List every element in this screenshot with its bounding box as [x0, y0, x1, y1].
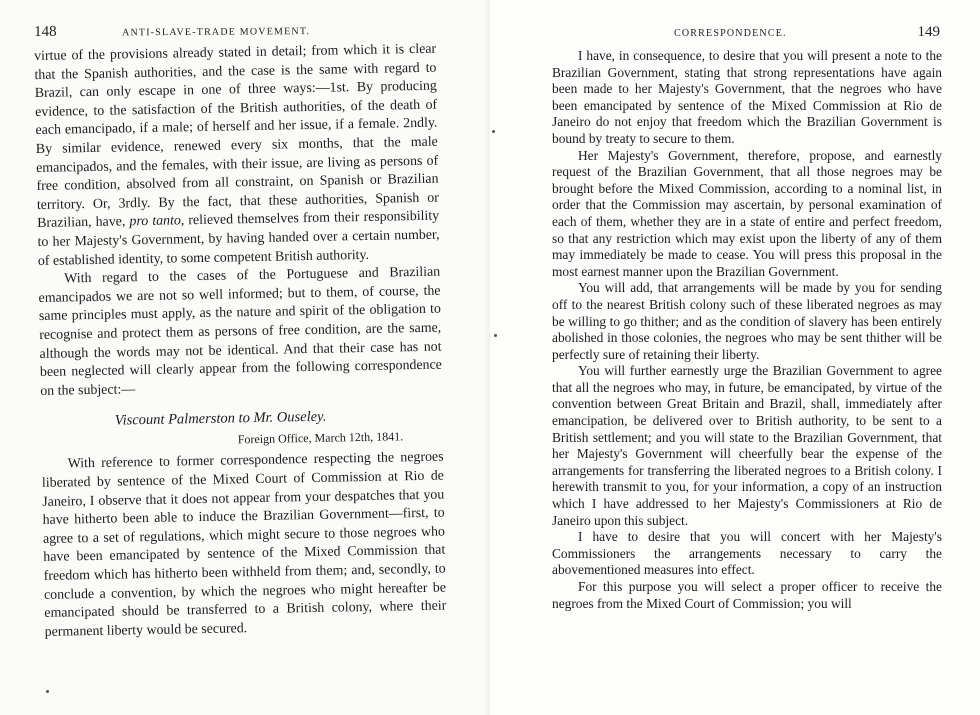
right-paragraph-2: Her Majesty's Government, therefore, propose, and earnestly request of the Brazilian Government, that all those negroes may be brought before the Mixed Commission, according to a nominal list, in order that the Commission may ascertain, by personal examination of each of them, whether they are in a state of entire and perfect freedom, so that any restriction which may exist upon the liberty of any of them may immediately be made to cease. You will press this proposal in the most earnest manner upon the Brazilian Government. [552, 147, 942, 279]
left-paragraph-3: With reference to former correspondence respecting the negroes liberated by sentence of the Mixed Court of Commission at Rio de Janeiro, I observe that it does not appear from your despatches that you have hitherto been able to induce the Brazilian Government—first, to agree to a set of regulations, which might secure to those negroes who have been emancipated by sentence of the Mixed Commission that freedom which has hitherto been withheld from them; and, secondly, to conclude a convention, by which the negroes who might hereafter be emancipated should be transferred to a British colony, where their permanent liberty would be secured. [41, 450, 447, 640]
right-paragraph-6: For this purpose you will select a proper officer to receive the negroes from the Mixed Court of Commission; you will [552, 579, 942, 611]
print-speck [492, 130, 495, 133]
right-body-text [552, 48, 942, 612]
left-page-number: 148 [34, 23, 57, 40]
letter-dateline: Foreign Office, March 12th, 1841. [237, 429, 404, 447]
italic-phrase: pro tanto [129, 213, 181, 230]
print-speck [494, 334, 497, 337]
print-speck [46, 690, 49, 693]
right-page [490, 0, 980, 715]
right-paragraph-4: You will further earnestly urge the Brazilian Government to agree that all the negroes who may, in future, be emancipated, by virtue of the convention between Great Britain and Brazil, shall, immediately after emancipation, be delivered over to British authority, to be sent to a British settlement; and you will state to the Brazilian Government, that her Majesty's Government will cheerfully bear the expense of the arrangements for transferring the liberated negroes to a British colony. I herewith transmit to you, for your information, a copy of an instruction which I have addressed to her Majesty's Commissioners at Rio de Janeiro upon this subject. [552, 363, 942, 528]
right-paragraph-5: I have to desire that you will concert with her Majesty's Commissioners the arrangements necessary to carry the abovementioned measures into effect. [552, 529, 942, 578]
left-paragraph-2: With regard to the cases of the Portuguese and Brazilian emancipados we are not so well informed; but to them, of course, the same principles must apply, as the nature and spirit of the obligation to recognise and protect them as persons of free condition, are the same, although the words may not be identical. And that their case has not been neglected will clearly appear from the following correspondence on the subject:— [38, 264, 443, 399]
right-page-number: 149 [917, 24, 940, 40]
left-running-head [34, 21, 434, 40]
letter-heading: Viscount Palmerston to Mr. Ouseley. [114, 408, 327, 429]
right-paragraph-3: You will add, that arrangements will be made by you for sending off to the nearest British colony such of these liberated negroes as may be willing to go thither; and as the condition of slavery has been entirely abolished in those colonies, the negroes who may be sent thither will be perfectly sure of retaining their liberty. [552, 280, 942, 362]
left-paragraph-1: virtue of the provisions already stated in detail; from which it is clear that the Spanish authorities, and the case is the same with regard to Brazil, can only escape in one of three ways:—1st. By producing evidence, to the satisfaction of the British authorities, of the death of each emancipado, if a male; of herself and her issue, if a female. 2ndly. By similar evidence, renewed every six months, that the male emancipados, and the females, with their issue, are living as persons of free condition, absolved from all constraint, on Spanish or Brazilian territory. Or, 3rdly. By the fact, that these authorities, Spanish or Brazilian, have, pro tanto, relieved themselves from their responsibility to her Majesty's Government, by having handed over a certain number, of established identity, to some competent British authority. [34, 41, 440, 269]
left-body-text [34, 41, 447, 643]
left-running-title: ANTI-SLAVE-TRADE MOVEMENT. [122, 26, 311, 39]
right-paragraph-1: I have, in consequence, to desire that you will present a note to the Brazilian Government, stating that strong representations have again been made to her Majesty's Government, that the negroes who have been emancipated by sentence of the Mixed Commission at Rio de Janeiro do not enjoy that freedom which the Brazilian Government is bound by treaty to secure to them. [552, 48, 942, 146]
right-running-title: CORRESPONDENCE. [674, 28, 787, 39]
